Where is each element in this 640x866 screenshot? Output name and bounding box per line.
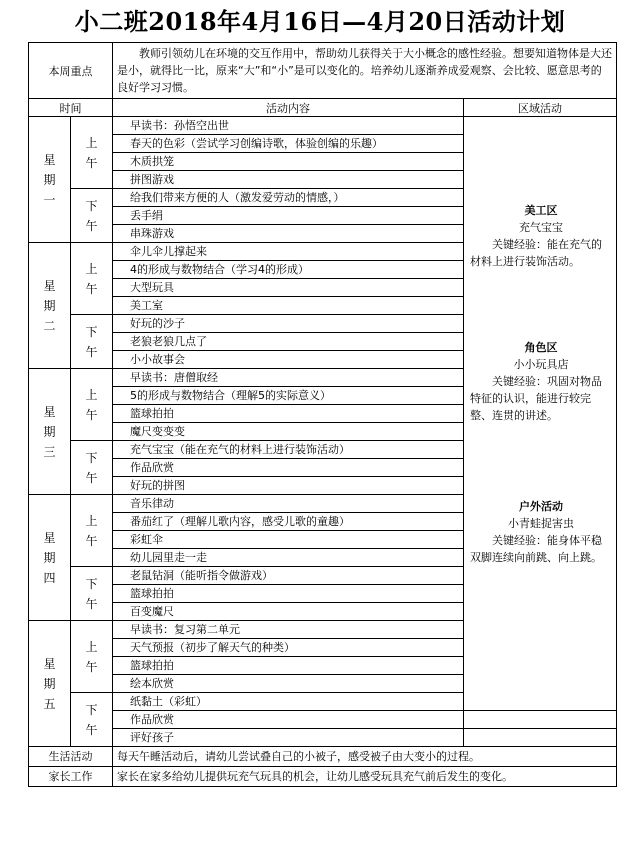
activity-row: [29, 729, 617, 747]
morning-label-char: 上: [85, 261, 98, 276]
afternoon-label-char: 午: [85, 470, 98, 485]
header-row: [29, 99, 617, 117]
afternoon-label-char: 午: [85, 722, 98, 737]
activity-item: 作品欣赏: [113, 459, 464, 477]
activity-item: 彩虹伞: [113, 531, 464, 549]
region-subtitle: 小青蛙捉害虫: [508, 517, 574, 530]
morning-label-char: 上: [85, 135, 98, 150]
afternoon-label-char: 下: [85, 576, 98, 591]
afternoon-label: [71, 315, 113, 369]
region-title: 户外活动: [519, 500, 563, 513]
afternoon-label: [71, 441, 113, 495]
region-key-experience: 关键经验：能在充气的材料上进行装饰活动。: [470, 238, 602, 268]
afternoon-label: [71, 693, 113, 747]
region-empty-cell: [464, 711, 617, 729]
morning-label-char: 上: [85, 639, 98, 654]
afternoon-label: [71, 567, 113, 621]
region-gap: [470, 117, 612, 196]
morning-label: [71, 369, 113, 441]
parents-label: 家长工作: [29, 767, 113, 787]
activity-item: 春天的色彩（尝试学习创编诗歌，体验创编的乐趣）: [113, 135, 464, 153]
day-label-char: 期: [43, 550, 56, 565]
activity-item: 美工室: [113, 297, 464, 315]
day-label-char: 三: [43, 444, 56, 459]
activity-row: [29, 117, 617, 135]
focus-row: [29, 43, 617, 99]
activity-item: 番茄红了（理解儿歌内容，感受儿歌的童趣）: [113, 513, 464, 531]
morning-label: [71, 621, 113, 693]
morning-label: [71, 243, 113, 315]
morning-label-char: 午: [85, 281, 98, 296]
afternoon-label-char: 午: [85, 344, 98, 359]
morning-label-char: 午: [85, 659, 98, 674]
morning-label-char: 上: [85, 387, 98, 402]
activity-item: 伞儿伞儿撑起来: [113, 243, 464, 261]
morning-label-char: 午: [85, 155, 98, 170]
activity-item: 拼图游戏: [113, 171, 464, 189]
activity-item: 早读书：孙悟空出世: [113, 117, 464, 135]
day-label: [29, 117, 71, 243]
afternoon-label-char: 下: [85, 702, 98, 717]
day-label-char: 期: [43, 298, 56, 313]
region-title: 美工区: [524, 204, 558, 217]
page-title: 小二班2018年4月16日—4月20日活动计划: [74, 7, 566, 36]
day-label-char: 二: [43, 318, 56, 333]
activity-item: 绘本欣赏: [113, 675, 464, 693]
activity-item: 天气预报（初步了解天气的种类）: [113, 639, 464, 657]
morning-label-char: 上: [85, 513, 98, 528]
afternoon-label-char: 下: [85, 324, 98, 339]
region-key-experience: 关键经验：能身体平稳双脚连续向前跳、向上跳。: [470, 534, 602, 564]
activity-item: 好玩的沙子: [113, 315, 464, 333]
day-label-char: 一: [43, 192, 56, 207]
region-subtitle: 充气宝宝: [519, 221, 563, 234]
day-label: [29, 495, 71, 621]
morning-label-char: 午: [85, 407, 98, 422]
activity-item: 评好孩子: [113, 729, 464, 747]
day-label: [29, 243, 71, 369]
activity-item: 木质拱笼: [113, 153, 464, 171]
activity-item: 魔尺变变变: [113, 423, 464, 441]
day-label: [29, 369, 71, 495]
activity-item: 丢手绢: [113, 207, 464, 225]
day-label-char: 四: [43, 570, 56, 585]
focus-label: 本周重点: [29, 43, 113, 99]
day-label-char: 五: [43, 696, 56, 711]
region-empty-cell: [464, 729, 617, 747]
activity-item: 早读书：唐僧取经: [113, 369, 464, 387]
activity-item: 篮球拍拍: [113, 405, 464, 423]
activity-item: 5的形成与数物结合（理解5的实际意义）: [113, 387, 464, 405]
day-label-char: 期: [43, 424, 56, 439]
day-label-char: 星: [43, 656, 56, 671]
region-gap: [470, 424, 612, 492]
header-time: 时间: [29, 99, 113, 117]
day-label-char: 期: [43, 676, 56, 691]
activity-item: 幼儿园里走一走: [113, 549, 464, 567]
afternoon-label: [71, 189, 113, 243]
region-key-experience: 关键经验：巩固对物品特征的认识，能进行较完整、连贯的讲述。: [470, 375, 602, 422]
afternoon-label-char: 下: [85, 198, 98, 213]
afternoon-label-char: 午: [85, 218, 98, 233]
afternoon-label-char: 午: [85, 596, 98, 611]
morning-label: [71, 117, 113, 189]
day-label-char: 星: [43, 152, 56, 167]
activity-item: 作品欣赏: [113, 711, 464, 729]
life-label: 生活活动: [29, 747, 113, 767]
region-title: 角色区: [524, 341, 558, 354]
header-region: 区域活动: [464, 99, 617, 117]
activity-item: 篮球拍拍: [113, 657, 464, 675]
day-label-char: 星: [43, 530, 56, 545]
activity-item: 好玩的拼图: [113, 477, 464, 495]
day-label-char: 星: [43, 278, 56, 293]
weekly-plan-table: [28, 42, 617, 787]
activity-item: 老鼠钻洞（能听指令做游戏）: [113, 567, 464, 585]
activity-item: 给我们带来方便的人（激发爱劳动的情感，）: [113, 189, 464, 207]
activity-item: 早读书：复习第二单元: [113, 621, 464, 639]
day-label: [29, 621, 71, 747]
activity-row: [29, 711, 617, 729]
afternoon-label-char: 下: [85, 450, 98, 465]
life-text: 每天午睡活动后，请幼儿尝试叠自己的小被子，感受被子由大变小的过程。: [113, 747, 617, 767]
activity-item: 充气宝宝（能在充气的材料上进行装饰活动）: [113, 441, 464, 459]
region-activities-cell: [464, 117, 617, 711]
activity-item: 纸黏土（彩虹）: [113, 693, 464, 711]
activity-item: 百变魔尺: [113, 603, 464, 621]
parents-text: 家长在家多给幼儿提供玩充气玩具的机会，让幼儿感受玩具充气前后发生的变化。: [113, 767, 617, 787]
activity-item: 大型玩具: [113, 279, 464, 297]
region-gap: [470, 270, 612, 333]
activity-item: 音乐律动: [113, 495, 464, 513]
morning-label-char: 午: [85, 533, 98, 548]
activity-item: 老狼老狼几点了: [113, 333, 464, 351]
day-label-char: 期: [43, 172, 56, 187]
activity-item: 篮球拍拍: [113, 585, 464, 603]
activity-item: 小小故事会: [113, 351, 464, 369]
header-activity: 活动内容: [113, 99, 464, 117]
region-subtitle: 小小玩具店: [513, 358, 569, 371]
activity-item: 4的形成与数物结合（学习4的形成）: [113, 261, 464, 279]
morning-label: [71, 495, 113, 567]
parents-row: [29, 767, 617, 787]
life-row: [29, 747, 617, 767]
focus-text: 教师引领幼儿在环境的交互作用中，帮助幼儿获得关于大小概念的感性经验。想要知道物体是大还是小，就得比一比，原来“大”和“小”是可以变化的。培养幼儿逐渐养成爱观察、会比较、愿意思考的良好学习习惯。: [113, 43, 617, 99]
day-label-char: 星: [43, 404, 56, 419]
activity-item: 串珠游戏: [113, 225, 464, 243]
